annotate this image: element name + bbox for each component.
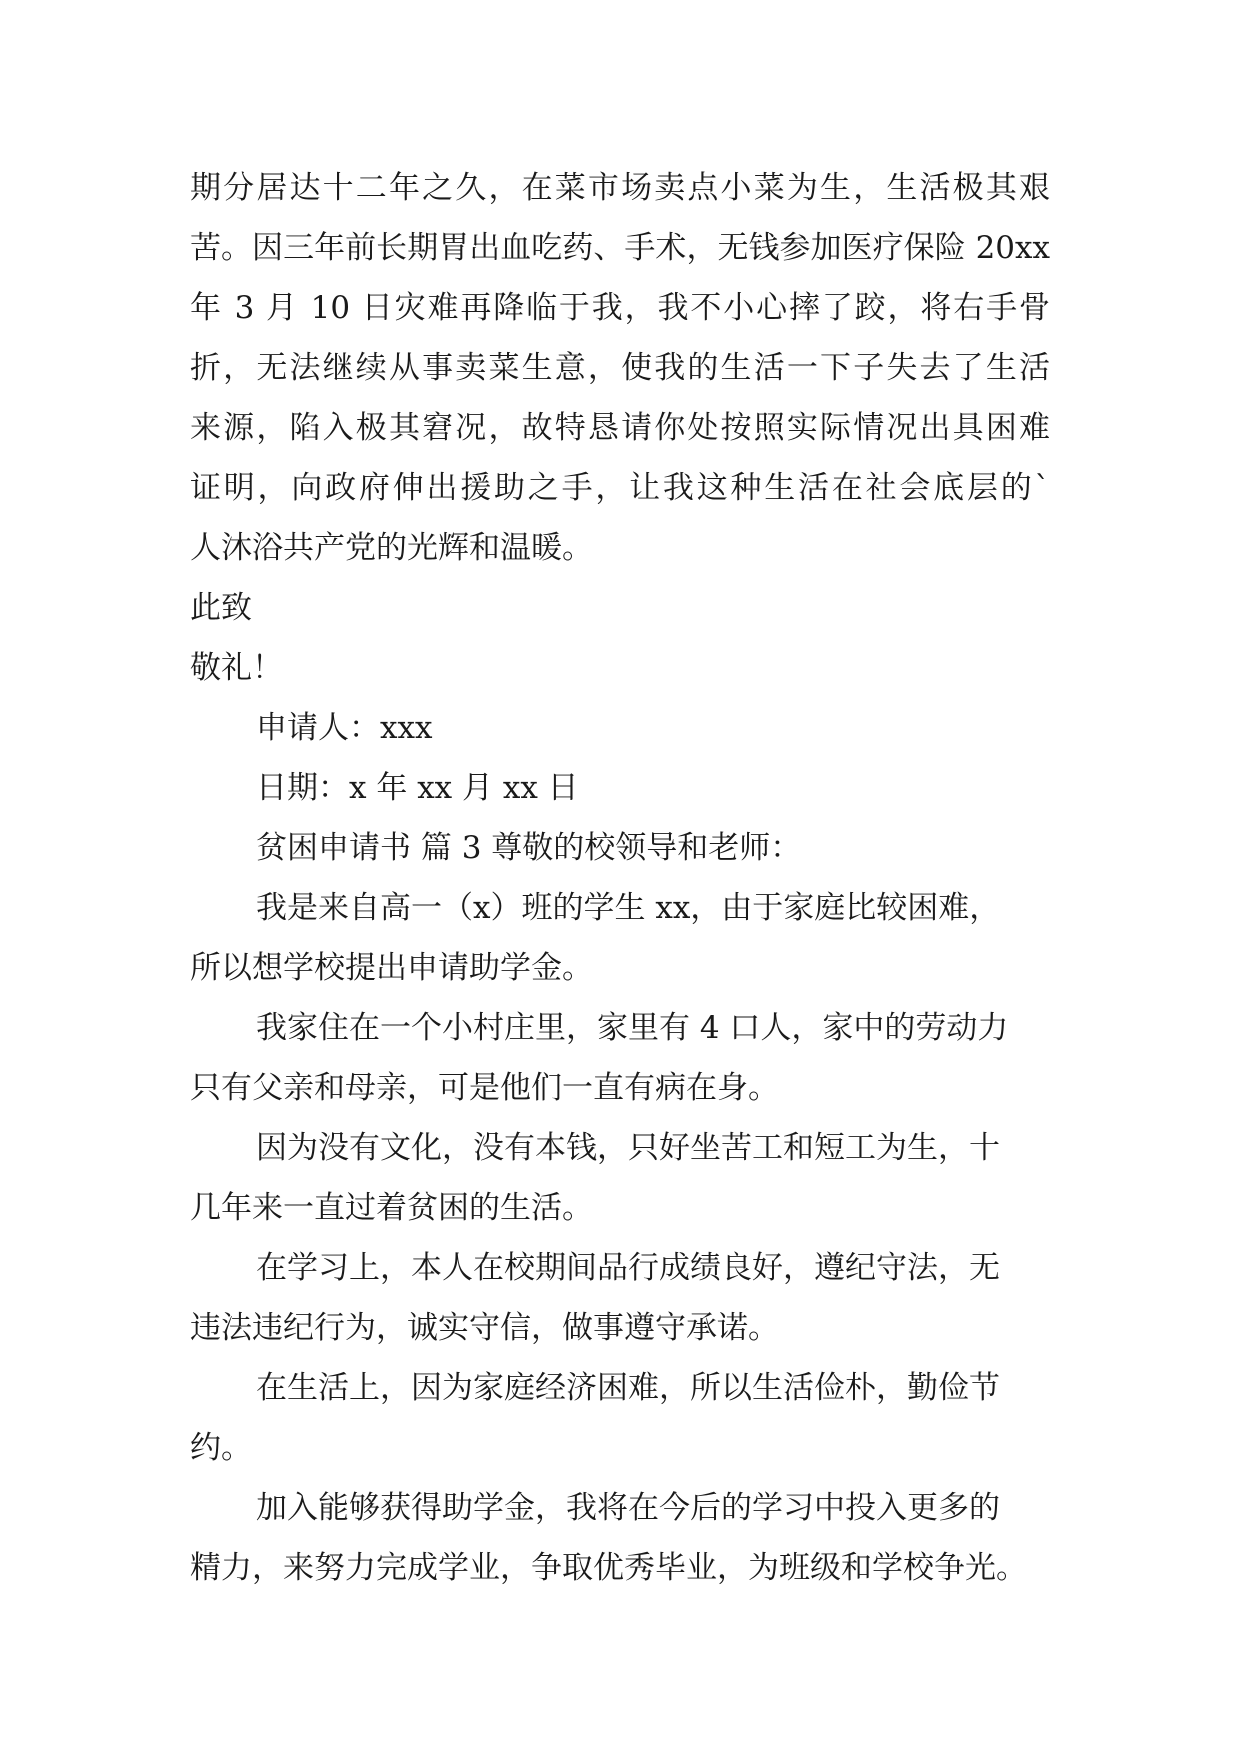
text-line: 违法违纪行为，诚实守信，做事遵守承诺。 bbox=[190, 1310, 779, 1346]
closing-salutation: 此致 bbox=[190, 590, 252, 626]
paragraph-study bbox=[190, 1238, 1050, 1358]
closing-regards: 敬礼！ bbox=[190, 650, 283, 686]
paragraph-commitment bbox=[190, 1478, 1050, 1598]
text-line: 在生活上，因为家庭经济困难，所以生活俭朴，勤俭节 bbox=[256, 1370, 1000, 1406]
applicant-signature: 申请人：xxx bbox=[256, 710, 433, 746]
paragraph-family bbox=[190, 998, 1050, 1118]
text-line: 证明，向政府伸出援助之手，让我这种生活在社会底层的` bbox=[190, 470, 1050, 506]
paragraph-introduction bbox=[190, 878, 1050, 998]
text-line: 苦。因三年前长期胃出血吃药、手术，无钱参加医疗保险 20xx bbox=[190, 230, 1050, 266]
paragraph-life bbox=[190, 1358, 1050, 1478]
text-line: 因为没有文化，没有本钱，只好坐苦工和短工为生，十 bbox=[256, 1130, 1000, 1166]
section-heading: 贫困申请书 篇 3 尊敬的校领导和老师： bbox=[256, 830, 802, 866]
text-line: 所以想学校提出申请助学金。 bbox=[190, 950, 593, 986]
paragraph-hardship-description bbox=[190, 158, 1050, 578]
text-line: 精力，来努力完成学业，争取优秀毕业，为班级和学校争光。 bbox=[190, 1550, 1027, 1586]
application-date: 日期：x 年 xx 月 xx 日 bbox=[256, 770, 579, 806]
text-line: 我是来自高一（x）班的学生 xx，由于家庭比较困难， bbox=[256, 890, 1001, 926]
text-line: 只有父亲和母亲，可是他们一直有病在身。 bbox=[190, 1070, 779, 1106]
text-line: 人沐浴共产党的光辉和温暖。 bbox=[190, 530, 593, 566]
text-line: 来源，陷入极其窘况，故特恳请你处按照实际情况出具困难 bbox=[190, 410, 1050, 446]
text-line: 年 3 月 10 日灾难再降临于我，我不小心摔了跤，将右手骨 bbox=[190, 290, 1050, 326]
text-line: 折，无法继续从事卖菜生意，使我的生活一下子失去了生活 bbox=[190, 350, 1050, 386]
text-line: 约。 bbox=[190, 1430, 252, 1466]
text-line: 我家住在一个小村庄里，家里有 4 口人，家中的劳动力 bbox=[256, 1010, 1009, 1046]
text-line: 期分居达十二年之久，在菜市场卖点小菜为生，生活极其艰 bbox=[190, 170, 1050, 206]
text-line: 几年来一直过着贫困的生活。 bbox=[190, 1190, 593, 1226]
text-line: 加入能够获得助学金，我将在今后的学习中投入更多的 bbox=[256, 1490, 1000, 1526]
document-page bbox=[190, 158, 1050, 1598]
text-line: 在学习上，本人在校期间品行成绩良好，遵纪守法，无 bbox=[256, 1250, 1000, 1286]
paragraph-livelihood bbox=[190, 1118, 1050, 1238]
